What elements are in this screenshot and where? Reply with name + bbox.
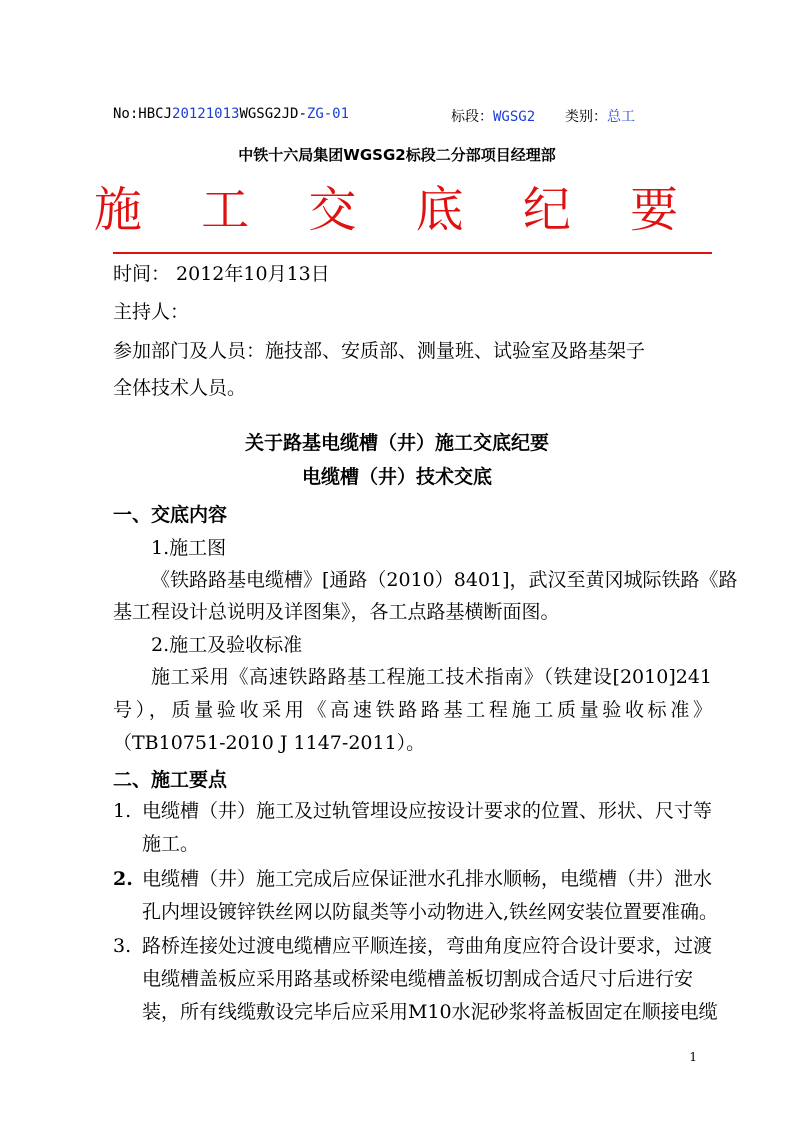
section-1-item-2-line-2: 号），质量验收采用《高速铁路路基工程施工质量验收标准》 <box>113 699 712 721</box>
participants-line-2: 全体技术人员。 <box>113 377 247 399</box>
point-3-line-2: 电缆槽盖板应采用路基或桥梁电缆槽盖板切割成合适尺寸后进行安 <box>142 968 694 990</box>
section-2-heading: 二、施工要点 <box>113 769 228 791</box>
document-number: No:HBCJ20121013WGSG2JD-ZG-01 <box>113 106 350 122</box>
section-1-item-2-heading: 2.施工及验收标准 <box>151 634 303 656</box>
document-header <box>113 106 674 126</box>
section-field: 标段：WGSG2 <box>451 109 536 125</box>
category-field: 类别：总工 <box>565 109 635 125</box>
subtitle-secondary: 电缆槽（井）技术交底 <box>301 466 492 488</box>
point-1-number: 1. <box>113 800 132 822</box>
section-1-item-1-line-2: 基工程设计总说明及详图集》，各工点路基横断面图。 <box>113 601 560 623</box>
point-1-line-1: 电缆槽（井）施工及过轨管埋设应按设计要求的位置、形状、尺寸等 <box>142 800 713 822</box>
section-1-item-1-line-1: 《铁路路基电缆槽》[通路（2010）8401]，武汉至黄冈城际铁路《路 <box>151 569 738 591</box>
section-1-item-1-heading: 1.施工图 <box>151 537 227 559</box>
point-3-line-3: 装，所有线缆敷设完毕后应采用M10水泥砂浆将盖板固定在顺接电缆 <box>142 1001 718 1023</box>
point-2-number: 2. <box>113 868 133 890</box>
point-2-line-1: 电缆槽（井）施工完成后应保证泄水孔排水顺畅，电缆槽（井）泄水 <box>142 868 713 890</box>
point-1-line-2: 施工。 <box>142 833 200 855</box>
meeting-host: 主持人： <box>113 301 190 323</box>
meeting-time: 时间： 2012年10月13日 <box>113 263 330 285</box>
participants-line-1: 参加部门及人员：施技部、安质部、测量班、试验室及路基架子 <box>113 340 646 362</box>
point-2-line-2: 孔内埋设镀锌铁丝网以防鼠类等小动物进入,铁丝网安装位置要准确。 <box>142 901 719 923</box>
subtitle-main: 关于路基电缆槽（井）施工交底纪要 <box>244 432 549 454</box>
title-divider <box>113 252 712 254</box>
document-title: 施 工 交 底 纪 要 <box>93 182 701 238</box>
point-3-number: 3. <box>113 935 132 957</box>
point-3-line-1: 路桥连接处过渡电缆槽应平顺连接，弯曲角度应符合设计要求，过渡 <box>142 935 713 957</box>
page-number: 1 <box>689 1050 697 1064</box>
organization-name: 中铁十六局集团WGSG2标段二分部项目经理部 <box>238 146 556 164</box>
section-1-heading: 一、交底内容 <box>113 504 228 526</box>
section-1-item-2-line-1: 施工采用《高速铁路路基工程施工技术指南》（铁建设[2010]241 <box>151 666 712 688</box>
section-1-item-2-line-3: （TB10751-2010 J 1147-2011）。 <box>113 732 426 754</box>
